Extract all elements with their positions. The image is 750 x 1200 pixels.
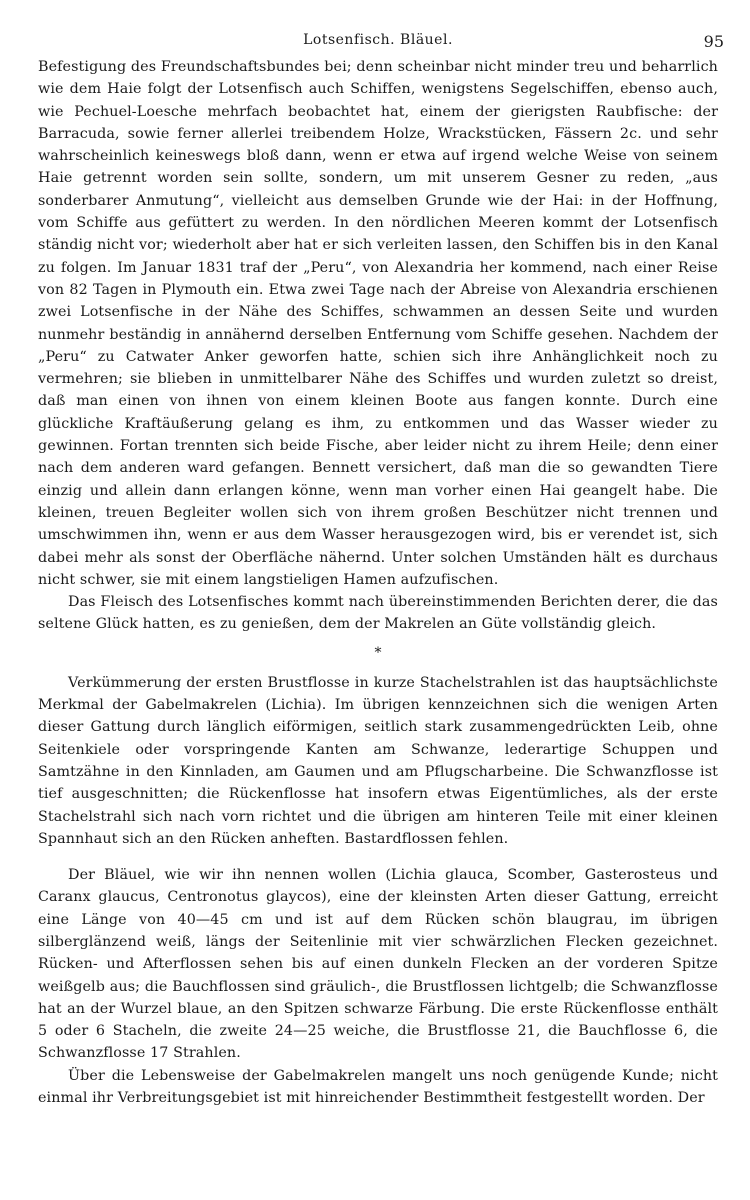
page <box>38 32 724 1109</box>
paragraph-blaeuel: Der Bläuel, wie wir ihn nennen wollen (Lichia glauca, Scomber, Gasterosteus und Caranx glaucus, Centronotus glaycos), eine der kleinsten Arten dieser Gattung, erreicht eine Länge von 40—45 cm und ist auf dem Rücken schön blaugrau, im übrigen silberglänzend weiß, längs der Seitenlinie mit vier schwärzlichen Flecken gezeichnet. Rücken- und Afterflossen sehen bis auf einen dunkeln Flecken an der vorderen Spitze weißgelb aus; die Bauchflossen sind gräulich-, die Brustflossen lichtgelb; die Schwanzflosse hat an der Wurzel blaue, an den Spitzen schwarze Färbung. Die erste Rückenflosse enthält 5 oder 6 Stacheln, die zweite 24—25 weiche, die Brustflosse 21, die Bauchflosse 6, die Schwanzflosse 17 Strahlen. <box>38 867 718 1062</box>
running-header <box>38 32 724 56</box>
paragraph-lotsenfisch-meat: Das Fleisch des Lotsenfisches kommt nach übereinstimmenden Berichten derer, die das seltene Glück hatten, es zu genießen, dem der Makrelen an Güte vollständig gleich. <box>38 594 718 633</box>
header-title: Lotsenfisch. Bläuel. <box>303 32 453 48</box>
paragraph-lebensweise: Über die Lebensweise der Gabelmakrelen mangelt uns noch genügende Kunde; nicht einmal ihr Verbreitungsgebiet ist mit hinreichender Bestimmtheit festgestellt worden. Der <box>38 1067 718 1107</box>
paragraph-lotsenfisch-behavior: Befestigung des Freundschaftsbundes bei; denn scheinbar nicht minder treu und beharrlich wie dem Haie folgt der Lotsenfisch auch Schiffen, wenigstens Segelschiffen, ebenso auch, wie Pechuel-Loesche mehrfach beobachtet hat, einem der gierigsten Raubfische: der Barracuda, sowie ferner allerlei treibendem Holze, Wrackstücken, Fässern 2c. und sehr wahrscheinlich keineswegs bloß dann, wenn er etwa auf irgend welche Weise von seinem Haie getrennt worden sein sollte, sondern, um mit unserem Gesner zu reden, „aus sonderbarer Anmutung“, vielleicht aus demselben Grunde wie der Hai: in der Hoffnung, vom Schiffe aus gefüttert zu werden. In den nördlichen Meeren kommt der Lotsenfisch ständig nicht vor; wiederholt aber hat er sich verleiten lassen, den Schiffen bis in den Kanal zu folgen. Im Januar 1831 traf der „Peru“, von Alexandria her kommend, nach einer Reise von 82 Tagen in Plymouth ein. Etwa zwei Tage nach der Abreise von Alexandria erschienen zwei Lotsenfische in der Nähe des Schiffes, schwammen an dessen Seite und wurden nunmehr beständig in annähernd derselben Entfernung vom Schiffe gesehen. Nachdem der „Peru“ zu Catwater Anker geworfen hatte, schien sich ihre Anhänglichkeit noch zu vermehren; sie blieben in unmittelbarer Nähe des Schiffes und wurden zuletzt so dreist, daß man einen von ihnen von einem kleinen Boote aus fangen konnte. Durch eine glückliche Kraftäußerung gelang es ihm, zu entkommen und das Wasser wieder zu gewinnen. Fortan trennten sich beide Fische, aber leider nicht zu ihrem Heile; denn einer nach dem anderen ward gefangen. Bennett versichert, daß man die so gewandten Tiere einzig und allein dann erlangen könne, wenn man vorher einen Hai geangelt habe. Die kleinen, treuen Begleiter wollen sich von ihrem großen Beschützer nicht trennen und umschwimmen ihn, wenn er aus dem Wasser herausgezogen wird, bis er verendet ist, sich dabei mehr als sonst der Oberfläche nähernd. Unter solchen Umständen hält es durchaus nicht schwer, sie mit einem langstieligen Hamen aufzufischen. <box>38 59 718 588</box>
page-number: 95 <box>703 32 724 51</box>
paragraph-gabelmakrelen: Verkümmerung der ersten Brustflosse in kurze Stachelstrahlen ist das hauptsächlichste Merkmal der Gabelmakrelen (Lichia). Im übrigen kennzeichnen sich die wenigen Arten dieser Gattung durch länglich eiförmigen, seitlich stark zusammengedrückten Leib, ohne Seitenkiele oder vorspringende Kanten am Schwanze, lederartige Schuppen und Samtzähne in den Kinnladen, am Gaumen und am Pflugscharbeine. Die Schwanzflosse ist tief ausgeschnitten; die Rückenflosse hat insofern etwas Eigentümliches, als der erste Stachelstrahl sich nach vorn richtet und die übrigen am hinteren Teile mit einer kleinen Spannhaut sich an den Rücken anheften. Bastardflossen fehlen. <box>38 674 718 847</box>
section-separator: * <box>374 644 382 661</box>
